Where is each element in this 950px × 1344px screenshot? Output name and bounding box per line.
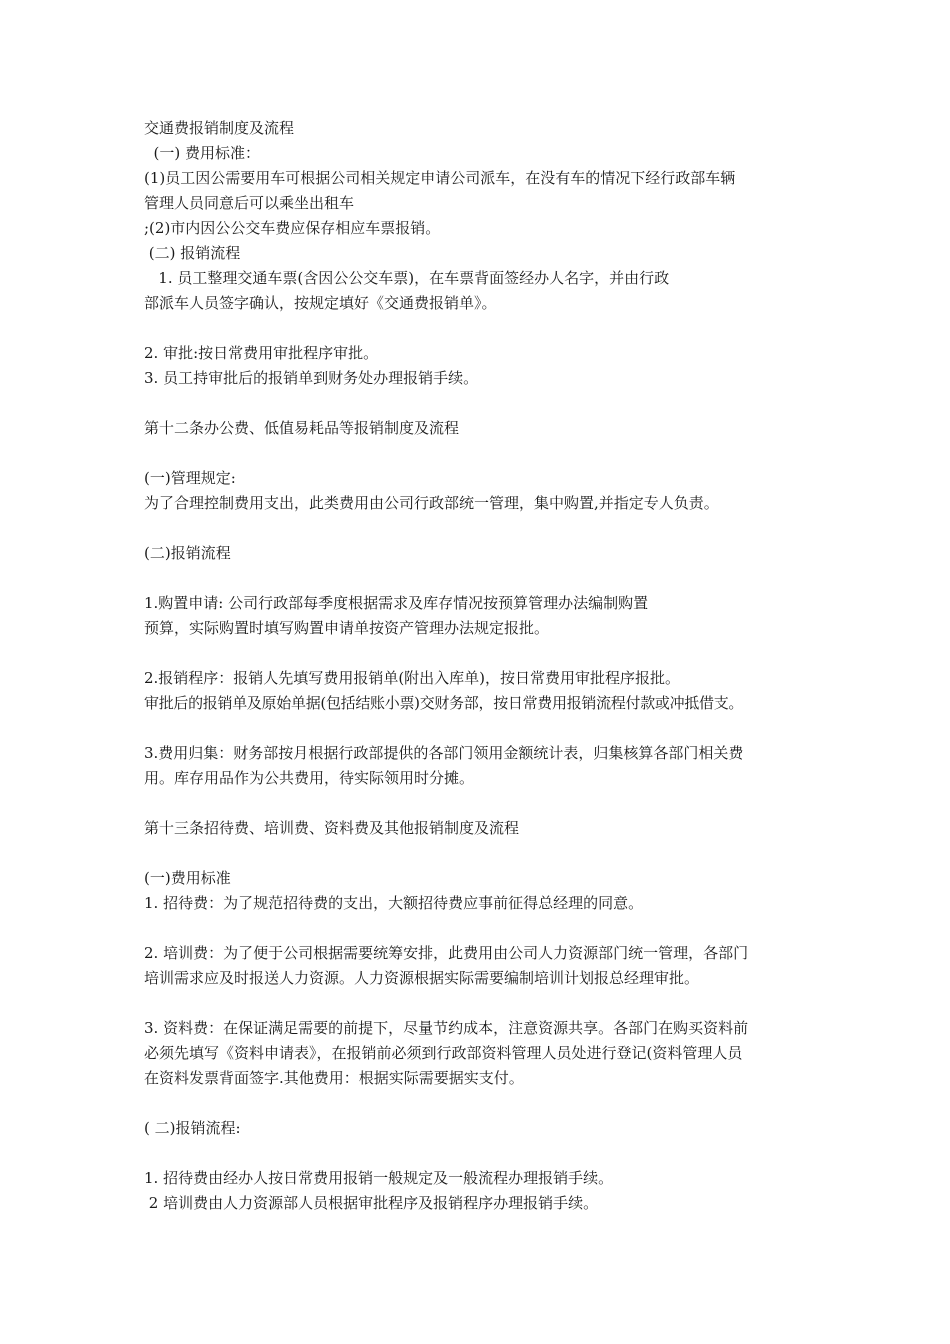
paragraph-line: 2. 培训费：为了便于公司根据需要统筹安排，此费用由公司人力资源部门统一管理，各部门 (144, 944, 749, 962)
subheading: (二) 报销流程 (144, 244, 241, 262)
section-heading: 交通费报销制度及流程 (144, 119, 295, 137)
paragraph-line: 1.购置申请: 公司行政部每季度根据需求及库存情况按预算管理办法编制购置 (144, 594, 649, 612)
paragraph-line: 1. 招待费：为了规范招待费的支出，大额招待费应事前征得总经理的同意。 (144, 894, 644, 912)
subheading: ( 二)报销流程: (144, 1119, 241, 1137)
paragraph-line: 管理人员同意后可以乘坐出租车 (144, 194, 355, 212)
paragraph-line: 为了合理控制费用支出，此类费用由公司行政部统一管理，集中购置,并指定专人负责。 (144, 494, 719, 512)
paragraph-line: 3. 资料费：在保证满足需要的前提下，尽量节约成本，注意资源共享。各部门在购买资料前 (144, 1019, 749, 1037)
paragraph-line: 部派车人员签字确认，按规定填好《交通费报销单》。 (144, 294, 497, 312)
paragraph-line: 1. 招待费由经办人按日常费用报销一般规定及一般流程办理报销手续。 (144, 1169, 614, 1187)
paragraph-line: 2 培训费由人力资源部人员根据审批程序及报销程序办理报销手续。 (144, 1194, 599, 1212)
paragraph-line: 必须先填写《资料申请表》，在报销前必须到行政部资料管理人员处进行登记(资料管理人员 (144, 1044, 743, 1062)
paragraph-line: 培训需求应及时报送人力资源。人力资源根据实际需要编制培训计划报总经理审批。 (144, 969, 700, 987)
paragraph-line: ;(2)市内因公公交车费应保存相应车票报销。 (144, 219, 441, 237)
paragraph-line: 审批后的报销单及原始单据(包括结账小票)交财务部，按日常费用报销流程付款或冲抵借支。 (144, 694, 744, 712)
subheading: (一)管理规定: (144, 469, 236, 487)
paragraph-line: 3.费用归集：财务部按月根据行政部提供的各部门领用金额统计表，归集核算各部门相关费 (144, 744, 744, 762)
paragraph-line: 在资料发票背面签字.其他费用：根据实际需要据实支付。 (144, 1069, 524, 1087)
paragraph-line: 3. 员工持审批后的报销单到财务处办理报销手续。 (144, 369, 479, 387)
subheading: (一) 费用标准： (144, 144, 261, 162)
paragraph-line: 2.报销程序：报销人先填写费用报销单(附出入库单)，按日常费用审批程序报批。 (144, 669, 681, 687)
paragraph-line: 用。库存用品作为公共费用，待实际领用时分摊。 (144, 769, 475, 787)
paragraph-line: (1)员工因公需要用车可根据公司相关规定申请公司派车，在没有车的情况下经行政部车辆 (144, 169, 736, 187)
subheading: (二)报销流程 (144, 544, 231, 562)
subheading: (一)费用标准 (144, 869, 231, 887)
section-heading: 第十二条办公费、低值易耗品等报销制度及流程 (144, 419, 460, 437)
paragraph-line: 预算，实际购置时填写购置申请单按资产管理办法规定报批。 (144, 619, 550, 637)
paragraph-line: 1. 员工整理交通车票(含因公公交车票)，在车票背面签经办人名字，并由行政 (144, 269, 670, 287)
section-heading: 第十三条招待费、培训费、资料费及其他报销制度及流程 (144, 819, 520, 837)
paragraph-line: 2. 审批:按日常费用审批程序审批。 (144, 344, 379, 362)
